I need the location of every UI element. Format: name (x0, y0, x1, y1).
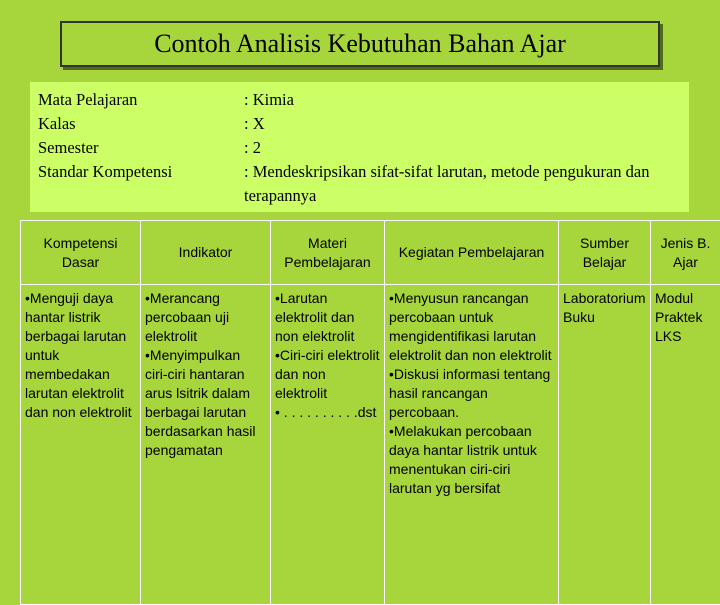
cell-sumber: Laboratorium Buku (559, 285, 651, 605)
info-values (244, 88, 664, 208)
kegiatan-item: •Melakukan percobaan daya hantar listrik untuk menentukan ciri-ciri larutan yg bersifat (389, 422, 554, 498)
header-kegiatan: Kegiatan Pembelajaran (385, 221, 559, 285)
indikator-item: •Menyimpulkan ciri-ciri hantaran arus lsitrik dalam berbagai larutan berdasarkan hasil pengamatan (145, 346, 266, 460)
header-kompetensi-dasar: Kompetensi Dasar (21, 221, 141, 285)
cell-indikator (141, 285, 271, 605)
value-semester: : 2 (244, 136, 664, 160)
cell-kegiatan (385, 285, 559, 605)
course-info-box (30, 82, 689, 212)
cell-materi (271, 285, 385, 605)
indikator-item: •Merancang percobaan uji elektrolit (145, 289, 266, 346)
table-header-row (21, 221, 720, 285)
cell-kompetensi-dasar: •Menguji daya hantar listrik berbagai larutan untuk membedakan larutan elektrolit dan non elektrolit (21, 285, 141, 605)
label-mata-pelajaran: Mata Pelajaran (38, 88, 172, 112)
header-indikator: Indikator (141, 221, 271, 285)
kegiatan-item: •Diskusi informasi tentang hasil rancangan percobaan. (389, 365, 554, 422)
info-labels (38, 88, 172, 184)
label-kelas: Kalas (38, 112, 172, 136)
value-standar-kompetensi: : Mendeskripsikan sifat-sifat larutan, metode pengukuran dan terapannya (244, 160, 664, 208)
value-kelas: : X (244, 112, 664, 136)
kegiatan-item: •Menyusun rancangan percobaan untuk mengidentifikasi larutan elektrolit dan non elektrolit (389, 289, 554, 365)
label-semester: Semester (38, 136, 172, 160)
materi-item: •Larutan elektrolit dan non elektrolit (275, 289, 380, 346)
header-jenis: Jenis B. Ajar (651, 221, 720, 285)
analysis-table (20, 220, 720, 605)
label-standar-kompetensi: Standar Kompetensi (38, 160, 172, 184)
cell-jenis: Modul Praktek LKS (651, 285, 720, 605)
header-sumber: Sumber Belajar (559, 221, 651, 285)
table-row (21, 285, 720, 605)
slide-title: Contoh Analisis Kebutuhan Bahan Ajar (154, 29, 566, 59)
slide-title-box (60, 21, 660, 67)
header-materi: Materi Pembelajaran (271, 221, 385, 285)
materi-item: • . . . . . . . . . .dst (275, 403, 380, 422)
value-mata-pelajaran: : Kimia (244, 88, 664, 112)
materi-item: •Ciri-ciri elektrolit dan non elektrolit (275, 346, 380, 403)
